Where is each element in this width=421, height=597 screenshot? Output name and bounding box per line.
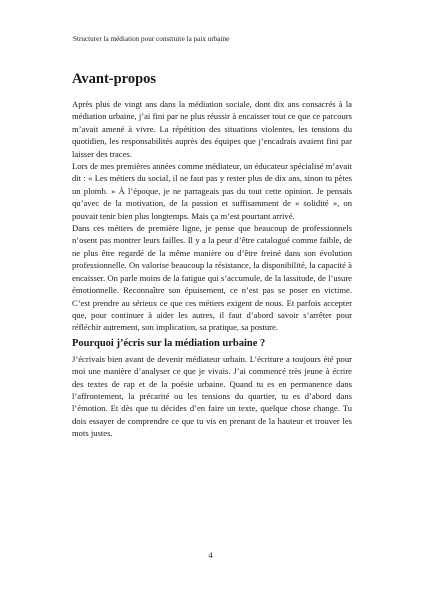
body-paragraph: Lors de mes premières années comme médiateur, un éducateur spécialisé m’avait dit : « Les métiers du social, il ne faut pas y rester plus de dix ans, sinon tu pètes un plomb. » À l’époque, je ne partageais pas du tout cette opinion. Je pensais qu’avec de la motivation, de la passion et suffisamment de « solidité », on pouvait tenir bien plus longtemps. Mais ça m’est pourtant arrivé. bbox=[72, 161, 352, 221]
running-header: Structurer la médiation pour construire la paix urbaine bbox=[73, 35, 230, 43]
body-paragraph: Dans ces métiers de première ligne, je pense que beaucoup de professionnels n’osent pas montrer leurs failles. Il y a la peur d’être catalogué comme faible, de ne plus être regardé de la même manière ou d’être freiné dans son évolution professionnelle. On valorise beaucoup la résistance, la disponibilité, la capacité à encaisser. On parle moins de la fatigue qui s’accumule, de la lassitude, de l’usure émotionnelle. Reconnaître son épuisement, ce n’est pas se poser en victime. C’est prendre au sérieux ce que ces métiers exigent de nous. Et parfois accepter que, pour continuer à aider les autres, il faut d’abord savoir s’arrêter pour réfléchir autrement, son implication, sa pratique, sa posture. bbox=[72, 223, 352, 333]
page-number: 4 bbox=[208, 550, 213, 560]
body-paragraph: Après plus de vingt ans dans la médiation sociale, dont dix ans consacrés à la médiation urbaine, j’ai fini par ne plus réussir à encaisser tout ce que ce parcours m’avait amené à vivre. La répétition des situations violentes, les tensions du quotidien, les responsabilités auprès des équipes que j’encadrais avaient fini par laisser des traces. bbox=[72, 99, 352, 159]
body-paragraph: J’écrivais bien avant de devenir médiateur urbain. L’écriture a toujours été pour moi une manière d’analyser ce que je vivais. J’ai commencé très jeune à écrire des textes de rap et de la poésie urbaine. Quand tu es en permanence dans l’affrontement, la précarité ou les tensions du quartier, tu es d’abord dans l’émotion. Et dès que tu décides d’en faire un texte, quelque chose change. Tu dois essayer de comprendre ce que tu vis en prenant de la hauteur et trouver les mots justes. bbox=[72, 353, 352, 439]
chapter-title: Avant-propos bbox=[72, 71, 157, 87]
page-content bbox=[72, 70, 352, 440]
section-title: Pourquoi j’écris sur la médiation urbaine ? bbox=[72, 337, 266, 349]
